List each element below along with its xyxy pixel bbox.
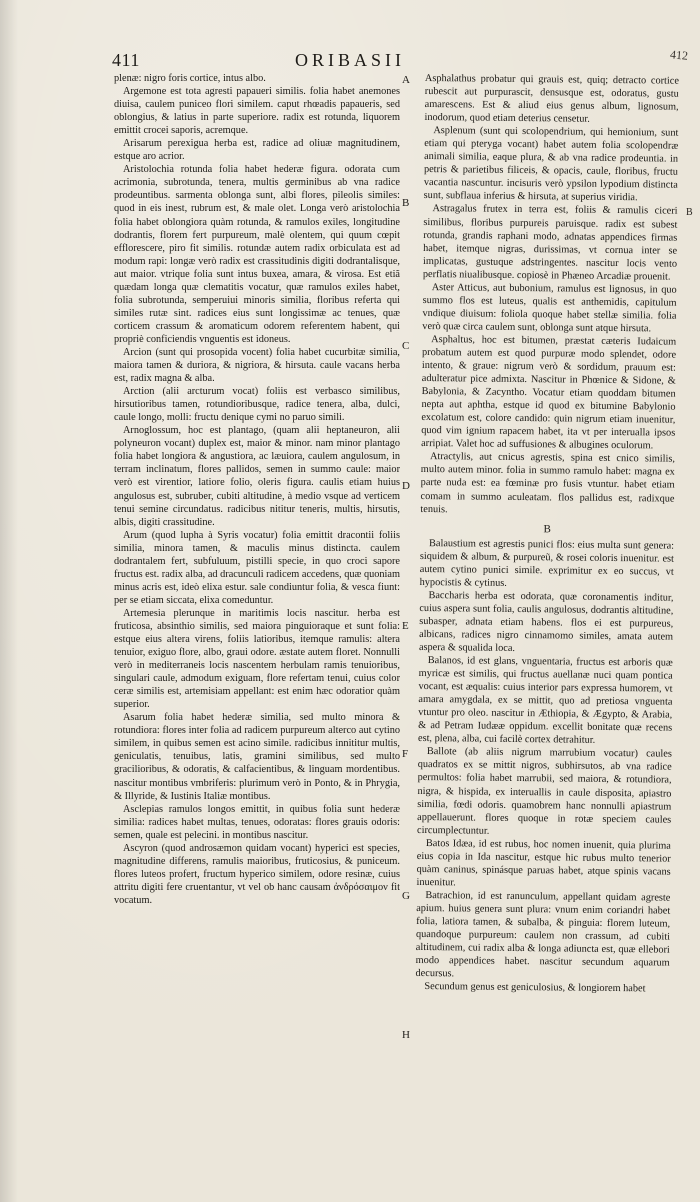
right-column-paragraph: Balanos, id est glans, vnguentaria, fructus est arboris quæ myricæ est similis, qui fructus auellanæ nuci quam pontica vocant, est æqualis: cuius interior pars expressa humorem, vt amara amygdala, ex se mittit, quo ad pretiosa vnguenta vtuntur pro oleo. nascitur in Æthiopia, & Ægypto, & Arabia, & ad Petram Iudææ oppidum. excellit bonitate quæ recens est, plena, alba, cui facilè cortex detrahitur. — [417, 655, 673, 747]
left-text-column — [114, 72, 400, 907]
running-head: ORIBASII — [294, 50, 405, 70]
section-marker-d: D — [402, 480, 410, 492]
section-marker-e: E — [402, 620, 409, 632]
left-column-paragraph: Artemesia plerunque in maritimis locis nascitur. herba est fruticosa, absinthio similis, sed maiora pinguioraque et sunt folia: estque eius altera virens, foliis latioribus, itemque ramulis: altera tenuior, exiguo flore, albo, graui odore. æstate autem floret. Nonnulli verò in mediterraneis locis nascentem herbulam ramis tenuioribus, singulari caule, admodum exiguam, flore refertam tenui, cuius color ceræ similis est, artemisiam appellant: est enim hæc odoratior quàm superior. — [114, 607, 400, 711]
left-column-paragraph: plenæ: nigro foris cortice, intus albo. — [114, 73, 266, 84]
section-marker-b: B — [402, 197, 410, 209]
right-column-paragraph: Aster Atticus, aut bubonium, ramulus est lignosus, in quo summo flos est luteus, qualis est anthemidis, capitulum vndique diuisum: foliola quoque habet stellæ similia. folia verò quæ circa caulem sunt, oblonga sunt atque hirsuta. — [422, 281, 677, 335]
left-column-paragraph: Ascyron (quod androsæmon quidam vocant) hyperici est species, magnitudine differens, ramulis maioribus, fruticosius, & puniceum. flores luteos profert, fructum hyperico similem, odore resinæ, cuius attritu digiti fere cruentantur, vt vel ob hanc causam ἀνδρόσαιμον fit vocatum. — [114, 842, 400, 906]
right-column-paragraph: Baccharis herba est odorata, quæ coronamentis inditur, cuius aspera sunt folia, caulis angulosus, dodrantis altitudine, subasper, adnata etiam habens. flos ei est purpureus, albicans, radices nigro cinnamomo similes, amata autem aspera & squalida loca. — [418, 589, 674, 654]
page-gutter-shadow — [0, 0, 18, 1202]
section-marker-h: H — [402, 1029, 410, 1041]
right-column-paragraph: Asphaltus, hoc est bitumen, præstat cæteris Iudaicum probatum autem est quod purpuræ modo splendet, odore intento, & graue: nigrum verò & sordidum, prauum est: adulteratur pice admixta. Nascitur in Phœnice & Sidone, & Babylonia, & Zacyntho. Vocatur etiam quoddam bitumen nepta aut aphtha, estque id quod ex bitumine Babylonio excolatum est, colore candido: quin nigrum etiam inuenitur, quod vim ignium rapacem habet, ita vt per interualla ipsos arripiat. Valet hoc ad suffusiones & albugines oculorum. — [421, 334, 677, 452]
right-text-column — [415, 72, 679, 996]
page-number: 411 — [112, 50, 140, 70]
right-margin-markers — [684, 72, 698, 1192]
right-column-paragraph: Astragalus frutex in terra est, foliis & ramulis ciceri similibus, floribus purpureis paruisque. radix est subest rotunda, grandis raphani modo, adnatas appendices firmas habet, itemque nigras, durissimas, vt cornua inter se implicatas, gustuque adstringentes. nascitur locis vento perflatis niualibusque. copiosè in Phæneo Arcadiæ prouenit. — [422, 203, 678, 283]
corner-page-number: 412 — [669, 47, 689, 63]
right-column-paragraph: Batos Idæa, id est rubus, hoc nomen inuenit, quia plurima eius copia in Ida nascitur, estque hic rubus multo tenerior quàm caninus, spinásque paruas habet, atque spinis vacans inuenitur. — [416, 837, 671, 889]
right-column-paragraph: Balaustium est agrestis punici flos: eius multa sunt genera: siquidem & album, & purpureũ, & rosei coloris inuenitur. est autem cytino punici simile. exprimitur ex eo succus, vt hypocistis & cytinus. — [419, 537, 675, 589]
right-column-paragraph: Secundum genus est geniculosius, & longiorem habet — [424, 981, 646, 995]
right-column-paragraph: Asphalathus probatur qui grauis est, quiq; detracto cortice rubescit aut purpurascit, densusque est, odoratus, gustu amarescens. Est & aliud eius genus album, lignosum, inodorum, quod etiam deterius censetur. — [424, 72, 679, 125]
right-column-paragraph: Batrachion, id est ranunculum, appellant quidam agreste apium. huius genera sunt plura: vnum enim coriandri habet folia, latiora tamen, & subalba, & pinguia: florem luteum, quandoque purpureum: caulem non crassum, ad cubiti altitudinem, cui radix alba & longa adiuncta est, quæ ellebori modo appendices habet. nascitur secundum aquarum decursus. — [415, 889, 671, 980]
right-margin-marker-b: B — [686, 207, 693, 218]
section-marker-f: F — [402, 748, 409, 760]
section-marker-a: A — [402, 74, 410, 86]
right-column-paragraph: Ballote (ab aliis nigrum marrubium vocatur) caules quadratos ex se mittit nigros, subhirsutos, ab vna radice permultos: folia habet marrubii, sed maiora, & rotundiora, nigra, & hispida, ex interuallis in caule disposita, apiastro similia, fœdi odoris. quamobrem hanc nonnulli apiastrum appellauerunt. flores quoque in rotæ speciem caules circumplectuntur. — [417, 746, 672, 837]
left-column-paragraph: Asarum folia habet hederæ similia, sed multo minora & rotundiora: flores inter folia ad radicem purpureum alterco aut cytino similem, in quibus semen est acino simile. radicibus innititur multis, geniculatis, tenuibus, latis, gramini similibus, sed multo gracilioribus, & odoratis, & calfacientibus, & linguam mordentibus. nascitur montibus vmbriferis: plurimum verò in Ponto, & in Phrygia, & Illyride, & Iustinis Italiæ montibus. — [114, 712, 400, 802]
left-column-paragraph: Asclepias ramulos longos emittit, in quibus folia sunt hederæ similia: radices habet multas, tenues, odoratas: flores grauis odoris: semen, quale est pelecini. in montibus nascitur. — [114, 803, 400, 841]
section-marker-g: G — [402, 890, 410, 902]
left-column-paragraph: Arction (alii arcturum vocat) foliis est verbasco similibus, hirsutioribus tamen, rotundioribusque, radice tenera, alba, dulci, caule longo, molli: fructu denique cymi no paruo simili. — [114, 386, 400, 424]
left-column-paragraph: Aristolochia rotunda folia habet hederæ figura. odorata cum acrimonia, subrotunda, tenera, multis germinibus ab vna radice prodeuntibus. sarmenta oblonga sunt, albi flores, pileolis similes: quod in eis inest, rubrum est, & male olet. Longa verò aristolochia folia habet oblongiora quàm rotunda, & ramulos exiles, longitudine dodrantis, florem fert purpureum, malè olentem, qui quum cœpit efflorescere, piro fit similis. rotundæ autem radix orbiculata est ad modum rapi: longæ verò radix est crassitudinis digiti dodrantalisque, aut maior. vtrique folia sunt intus buxea, amara, & virosa. Est etiã quædam longa quæ clematitis vocatur, quæ ramulos exiles habet, folia subrotunda, semperuiui minoris similia, floribus referta qui similes rutæ sint. radices eius sunt longissimæ ac tenues, quæ corticem crassum & aromaticum odorem referentem habent, qui propriè conficiendis vnguentis est idoneus. — [114, 164, 400, 345]
letter-section-heading: B — [543, 522, 551, 535]
left-column-paragraph: Arum (quod lupha à Syris vocatur) folia emittit dracontii foliis similia, minora tamen, & maculis minus distincta. caulem dodrantalem fert, subfuluum, pistilli specie, in quo croci sapore fructus est. radix alba, ad dracunculi radicem accedens, quæ quoniam minus acris est, ideò elixa estur. sale condiuntur folia, & vesca fiunt: per se etiam siccata, elixa comeduntur. — [114, 529, 400, 606]
left-column-paragraph: Arisarum perexigua herba est, radice ad oliuæ magnitudinem, estque aro acrior. — [114, 138, 400, 163]
right-column-paragraph: Asplenum (sunt qui scolopendrium, qui hemionium, sunt etiam qui pteryga vocant) habet autem folia scolopendræ animali similia, eaque plura, & ab vna radice prodeuntia. in petris & parietibus filiceis, & opacis, caule, floribus, fructu vacantia nascuntur. incisuris verò ypsilon lypodium distincta sunt, subflaua inferius & hirsuta, at superius viridia. — [423, 125, 679, 204]
left-column-paragraph: Arnoglossum, hoc est plantago, (quam alii heptaneuron, alii polyneuron vocant) duplex est, maior & minor. nam minor plantago folia habet longiora & angustiora, ac læuiora, caulem angulosum, in terram inclinatum, flores pallidos, semen in summo caule: maior verò est virentior, latiore folio, oleris figura. caulis etiam huius angulosus est, subruber, cubiti altitudine, à medio vsque ad verticem tenui semine circundatus. radicibus nititur teneris, multis, hirsutis, albis, digiti crassitudine. — [114, 425, 400, 528]
left-column-paragraph: Arcion (sunt qui prosopida vocent) folia habet cucurbitæ similia, maiora tamen & duriora, & nigriora, & hirsuta. caule vacans herba est, radix magna & alba. — [114, 346, 400, 385]
left-column-paragraph: Argemone est tota agresti papaueri similis. folia habet anemones diuisa, caulem puniceo flori similem. caput rhœadis papaueris, sed oblongius, & latius in parte superiore. radix est rotunda, liquorem emittit crocei saporis, acremque. — [114, 86, 400, 137]
section-marker-column — [400, 72, 420, 1192]
right-column-paragraph: Atractylis, aut cnicus agrestis, spina est cnico similis, multo autem minor. folia in summo ramulo habet: magna ex parte nuda est: ea fœminæ pro fusis vtuntur. habet etiam comam in summo aculeatam. flos pallidus est, radixque tenuis. — [420, 451, 676, 515]
section-marker-c: C — [402, 340, 410, 352]
